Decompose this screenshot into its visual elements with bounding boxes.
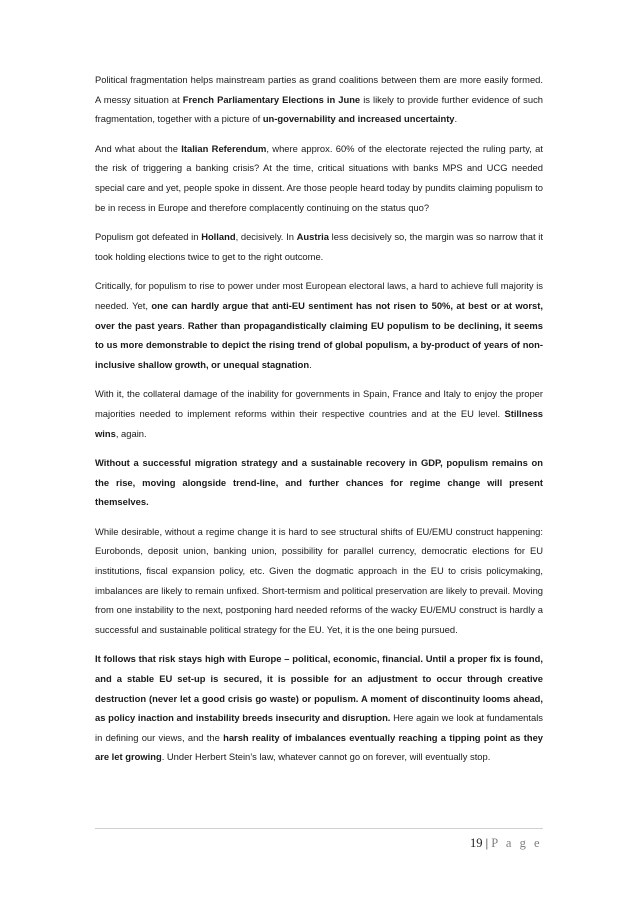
paragraph — [95, 70, 543, 129]
page-number: 19 — [470, 836, 483, 850]
text-run: Political fragmentation helps mainstream parties as grand coalitions between them are more easily formed. A messy situation at — [95, 74, 543, 105]
footer-divider — [95, 828, 543, 829]
paragraph — [95, 453, 543, 512]
text-run: , decisively. In — [235, 231, 297, 243]
text-run: Critically, for populism to rise to power under most European electoral laws, a hard to achieve full majority is needed. Yet, — [95, 280, 543, 311]
paragraph — [95, 276, 543, 374]
text-run: , again. — [115, 427, 147, 439]
text-run: And what about the — [95, 142, 182, 154]
bold-text: harsh reality of imbalances eventually reaching a tipping point as they are let growing — [95, 731, 543, 763]
bold-text: one can hardly argue that anti-EU sentiment has not risen to 50%, at best or at worst, over the past years — [95, 299, 543, 331]
text-run: . — [309, 358, 312, 370]
paragraph — [95, 649, 543, 767]
body-text — [95, 70, 543, 777]
text-run: . — [182, 319, 188, 331]
bold-text: Stillness wins — [95, 407, 543, 439]
paragraph — [95, 139, 543, 217]
bold-text: Rather than propagandistically claiming EU populism to be declining, it seems to us more demonstrable to depict the rising trend of global populism, a by-product of years of non-inclusive shallow growth, or unequal stagnation — [95, 319, 543, 370]
bold-text: Austria — [296, 231, 329, 243]
bold-text: It follows that risk stays high with Europe – political, economic, financial. Until a proper fix is found, and a stable EU set-up is secured, it is possible for an adjustment to occur through creative destruction (never let a good crisis go waste) or populism. A moment of discontinuity looms ahead, as policy inaction and instability breeds insecurity and disruption. — [95, 653, 543, 724]
text-run: With it, the collateral damage of the inability for governments in Spain, France and Italy to enjoy the proper majorities needed to implement reforms within their respective countries and at the EU level. — [95, 388, 543, 419]
bold-text: French Parliamentary Elections in June — [182, 93, 361, 105]
footer-separator: | — [485, 836, 489, 850]
text-run: . Under Herbert Stein’s law, whatever cannot go on forever, will eventually stop. — [161, 751, 491, 763]
text-run: is likely to provide further evidence of such fragmentation, together with a picture of — [95, 93, 543, 125]
paragraph — [95, 227, 543, 266]
text-run: Populism got defeated in — [95, 231, 202, 243]
bold-text: un-governability and increased uncertainty — [262, 113, 455, 125]
text-run: Here again we look at fundamentals in defining our views, and the — [95, 712, 543, 743]
bold-text: Without a successful migration strategy and a sustainable recovery in GDP, populism remains on the rise, moving alongside trend-line, and further chances for regime change will present themselves. — [95, 457, 543, 508]
text-run: less decisively so, the margin was so narrow that it took holding elections twice to get to the right outcome. — [95, 231, 543, 262]
text-run: . — [454, 113, 458, 125]
paragraph — [95, 522, 543, 640]
paragraph — [95, 384, 543, 443]
text-run: While desirable, without a regime change it is hard to see structural shifts of EU/EMU construct happening: Eurobonds, deposit union, banking union, possibility for parallel currency, democratic elections for EU institutions, fiscal expansion policy, etc. Given the dogmatic approach in the EU to crisis policymaking, imbalances are likely to remain unfixed. Short-termism and political preservation are likely to prevail. Moving from one instability to the next, postponing hard needed reforms of the wacky EU/EMU construct is hardly a successful and sustainable political strategy for the EU. Yet, it is the one being pursued. — [95, 525, 543, 635]
text-run: , where approx. 60% of the electorate rejected the ruling party, at the risk of triggering a banking crisis? At the time, critical situations with banks MPS and UCG needed special care and yet, people spoke in dissent. Are those people heard today by pundits claiming populism to be in recess in Europe and therefore complacently continuing on the status quo? — [95, 142, 543, 213]
page-footer — [470, 836, 542, 851]
bold-text: Holland — [201, 231, 236, 243]
bold-text: Italian Referendum — [181, 142, 267, 154]
page-label: P a g e — [491, 836, 542, 850]
